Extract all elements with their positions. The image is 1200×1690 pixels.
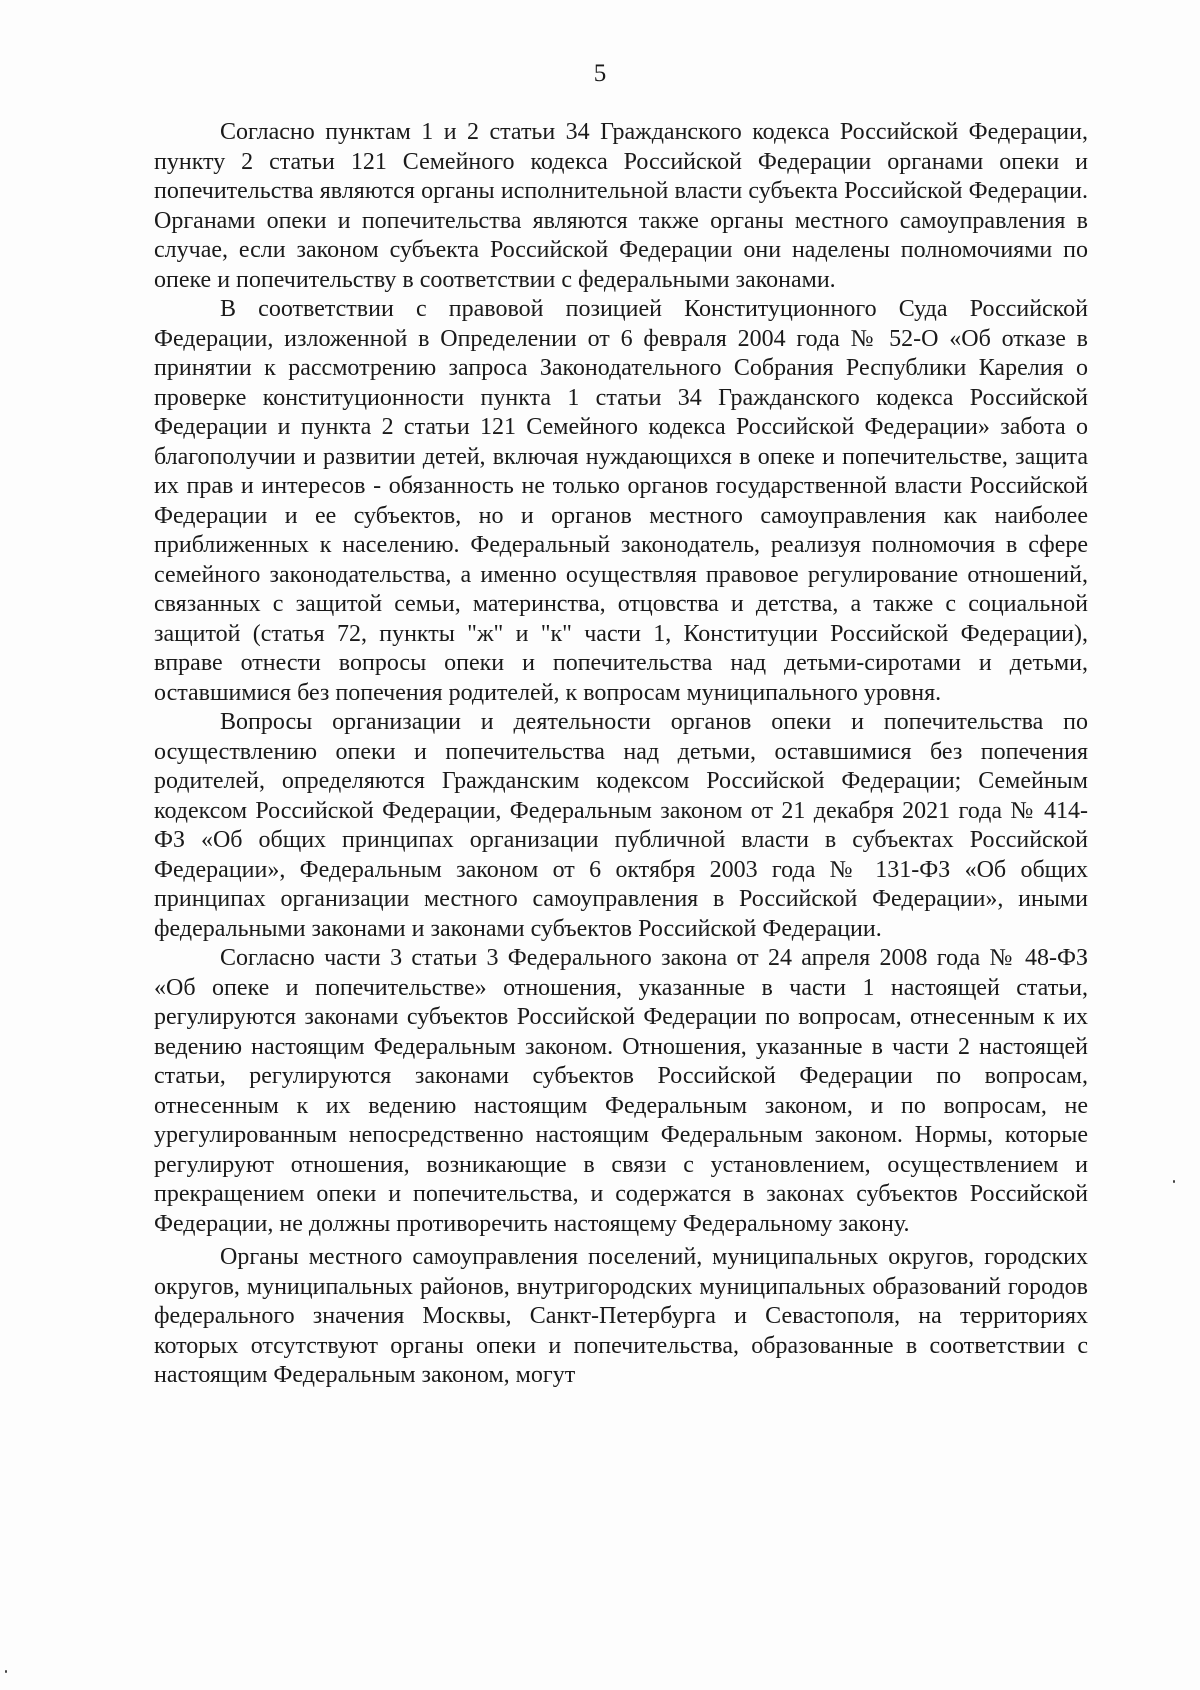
paragraph-3: Вопросы организации и деятельности органов опеки и попечительства по осуществлению опеки и попечительства над детьми, оставшимися без попечения родителей, определяются Гражданским кодексом Российской Федерации; Семейным кодексом Российской Федерации, Федеральным законом от 21 декабря 2021 года № 414-ФЗ «Об общих принципах организации публичной власти в субъектах Российской Федерации», Федеральным законом от 6 октября 2003 года № 131-ФЗ «Об общих принципах организации местного самоуправления в Российской Федерации», иными федеральными законами и законами субъектов Российской Федерации. (154, 709, 1088, 942)
document-body (154, 118, 1088, 1391)
page-number: 5 (593, 60, 607, 87)
scan-artifact-dot (1173, 1180, 1175, 1183)
paragraph-1: Согласно пунктам 1 и 2 статьи 34 Гражданского кодекса Российской Федерации, пункту 2 статьи 121 Семейного кодекса Российской Федерации органами опеки и попечительства являются органы исполнительной власти субъекта Российской Федерации. Органами опеки и попечительства являются также органы местного самоуправления в случае, если законом субъекта Российской Федерации они наделены полномочиями по опеке и попечительству в соответствии с федеральными законами. (154, 119, 1088, 293)
paragraph-2: В соответствии с правовой позицией Конституционного Суда Российской Федерации, изложенной в Определении от 6 февраля 2004 года № 52-О «Об отказе в принятии к рассмотрению запроса Законодательного Собрания Республики Карелия о проверке конституционности пункта 1 статьи 34 Гражданского кодекса Российской Федерации и пункта 2 статьи 121 Семейного кодекса Российской Федерации» забота о благополучии и развитии детей, включая нуждающихся в опеке и попечительстве, защита их прав и интересов - обязанность не только органов государственной власти Российской Федерации и ее субъектов, но и органов местного самоуправления как наиболее приближенных к населению. Федеральный законодатель, реализуя полномочия в сфере семейного законодательства, а именно осуществляя правовое регулирование отношений, связанных с защитой семьи, материнства, отцовства и детства, а также с социальной защитой (статья 72, пункты "ж" и "к" части 1, Конституции Российской Федерации), вправе отнести вопросы опеки и попечительства над детьми-сиротами и детьми, оставшимися без попечения родителей, к вопросам муниципального уровня. (154, 296, 1088, 706)
paragraph-5: Органы местного самоуправления поселений, муниципальных округов, городских округов, муниципальных районов, внутригородских муниципальных образований городов федерального значения Москвы, Санкт-Петербурга и Севастополя, на территориях которых отсутствуют органы опеки и попечительства, образованные в соответствии с настоящим Федеральным законом, могут (154, 1244, 1088, 1388)
scan-artifact-dot (5, 1670, 7, 1673)
paragraph-4: Согласно части 3 статьи 3 Федерального закона от 24 апреля 2008 года № 48-ФЗ «Об опеке и попечительстве» отношения, указанные в части 1 настоящей статьи, регулируются законами субъектов Российской Федерации по вопросам, отнесенным к их ведению настоящим Федеральным законом. Отношения, указанные в части 2 настоящей статьи, регулируются законами субъектов Российской Федерации по вопросам, отнесенным к их ведению настоящим Федеральным законом, и по вопросам, не урегулированным непосредственно настоящим Федеральным законом. Нормы, которые регулируют отношения, возникающие в связи с установлением, осуществлением и прекращением опеки и попечительства, и содержатся в законах субъектов Российской Федерации, не должны противоречить настоящему Федеральному закону. (154, 945, 1088, 1237)
